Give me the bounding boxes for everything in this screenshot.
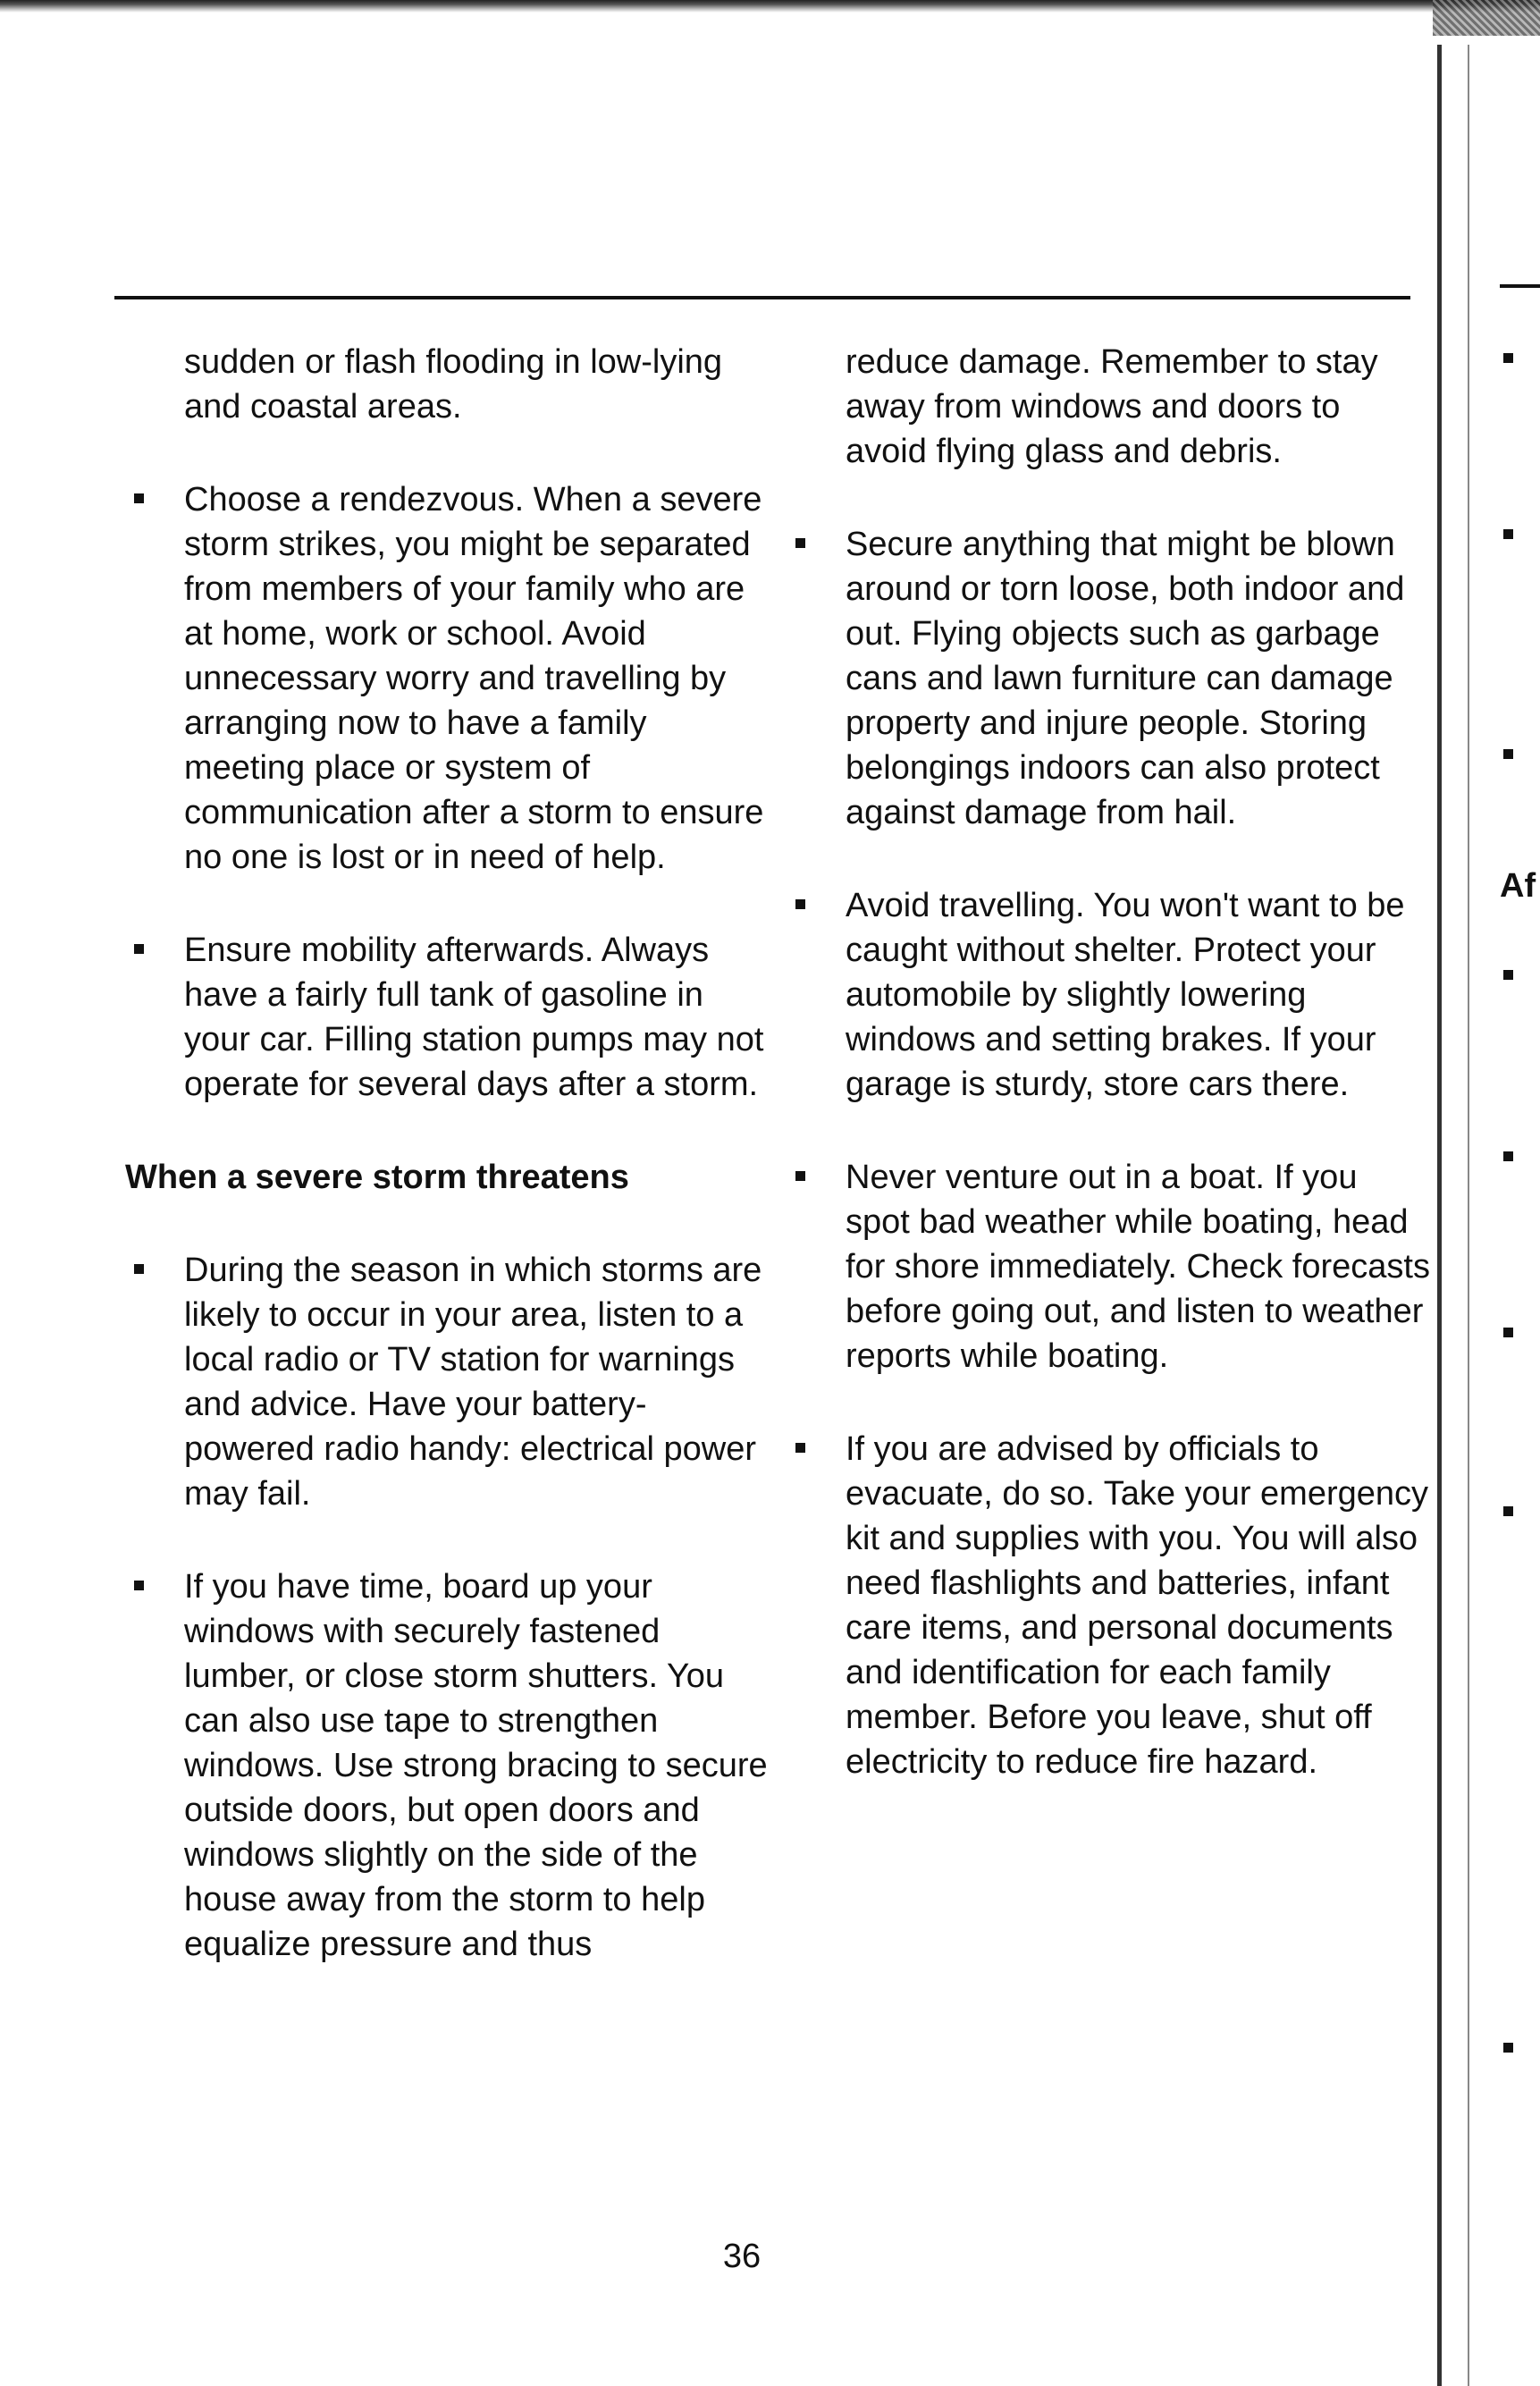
bullet-icon <box>134 944 144 954</box>
bullet-icon <box>1503 529 1513 539</box>
list-item <box>125 477 769 880</box>
section-heading: When a severe storm threatens <box>125 1159 629 1196</box>
list-item-text: Secure anything that might be blown around or torn loose, both indoor and out. Flying objects such as garbage cans and lawn furniture can damage property and injure people. Storing belongings indoors can also protect against damage from hail. <box>846 526 1405 831</box>
list-item-text: Ensure mobility afterwards. Always have a fairly full tank of gasoline in your car. Filling station pumps may not operate for several days after a storm. <box>184 932 764 1103</box>
scan-top-edge <box>0 0 1540 13</box>
bullet-icon <box>795 899 805 909</box>
bullet-icon <box>1503 1328 1513 1337</box>
list-item <box>125 928 769 1107</box>
bullet-icon <box>1503 970 1513 980</box>
continued-paragraph: sudden or flash flooding in low-lying and coastal areas. <box>184 343 723 426</box>
bullet-icon <box>134 493 144 503</box>
right-column <box>787 340 1430 1833</box>
bullet-icon <box>134 1264 144 1274</box>
left-column <box>125 340 769 2015</box>
list-item-text: Never venture out in a boat. If you spot bad weather while boating, head for shore immediately. Check forecasts before going out, and listen to weather reports while boating. <box>846 1159 1430 1375</box>
list-item-text: Choose a rendezvous. When a severe storm strikes, you might be separated from members of your family who are at home, work or school. Avoid unnecessary worry and travelling by arranging now to have a family meeting place or system of communication after a storm to ensure no one is lost or in need of help. <box>184 481 764 876</box>
list-item <box>125 1248 769 1516</box>
continued-paragraph: reduce damage. Remember to stay away from windows and doors to avoid flying glass and debris. <box>846 343 1378 470</box>
bullet-icon <box>795 538 805 548</box>
list-item-text: If you have time, board up your windows with securely fastened lumber, or close storm shutters. You can also use tape to strengthen windows. Use strong bracing to secure outside doors, but open doors and windows slightly on the side of the house away from the storm to help equalize pressure and thus <box>184 1568 768 1963</box>
list-item <box>125 1564 769 1967</box>
bullet-icon <box>134 1581 144 1590</box>
list-item-text: Avoid travelling. You won't want to be caught without shelter. Protect your automobile by slightly lowering windows and setting brakes. If your garage is sturdy, store cars there. <box>846 887 1405 1103</box>
bullet-icon <box>1503 1506 1513 1516</box>
list-item-text: If you are advised by officials to evacuate, do so. Take your emergency kit and supplies with you. You will also need flashlights and batteries, infant care items, and personal documents and identification for each family member. Before you leave, shut off electricity to reduce fire hazard. <box>846 1430 1429 1781</box>
header-rule <box>114 296 1410 299</box>
bullet-icon <box>795 1171 805 1181</box>
bullet-icon <box>1503 353 1513 363</box>
bullet-icon <box>795 1443 805 1453</box>
next-page-edge <box>1484 0 1540 2386</box>
bullet-icon <box>1503 749 1513 759</box>
list-item <box>787 1155 1430 1378</box>
next-page-rule <box>1500 284 1540 288</box>
list-item-text: During the season in which storms are likely to occur in your area, listen to a local radio or TV station for warnings and advice. Have your battery-powered radio handy: electrical power may fail. <box>184 1252 762 1513</box>
list-item <box>787 883 1430 1107</box>
bullet-icon <box>1503 2043 1513 2053</box>
book-gutter-shadow <box>1468 45 1469 2386</box>
next-page-heading-fragment: Af <box>1500 867 1536 905</box>
bullet-icon <box>1503 1151 1513 1161</box>
page-number: 36 <box>722 2238 762 2275</box>
list-item <box>787 1427 1430 1784</box>
list-item <box>787 522 1430 835</box>
book-gutter-line <box>1437 45 1442 2386</box>
